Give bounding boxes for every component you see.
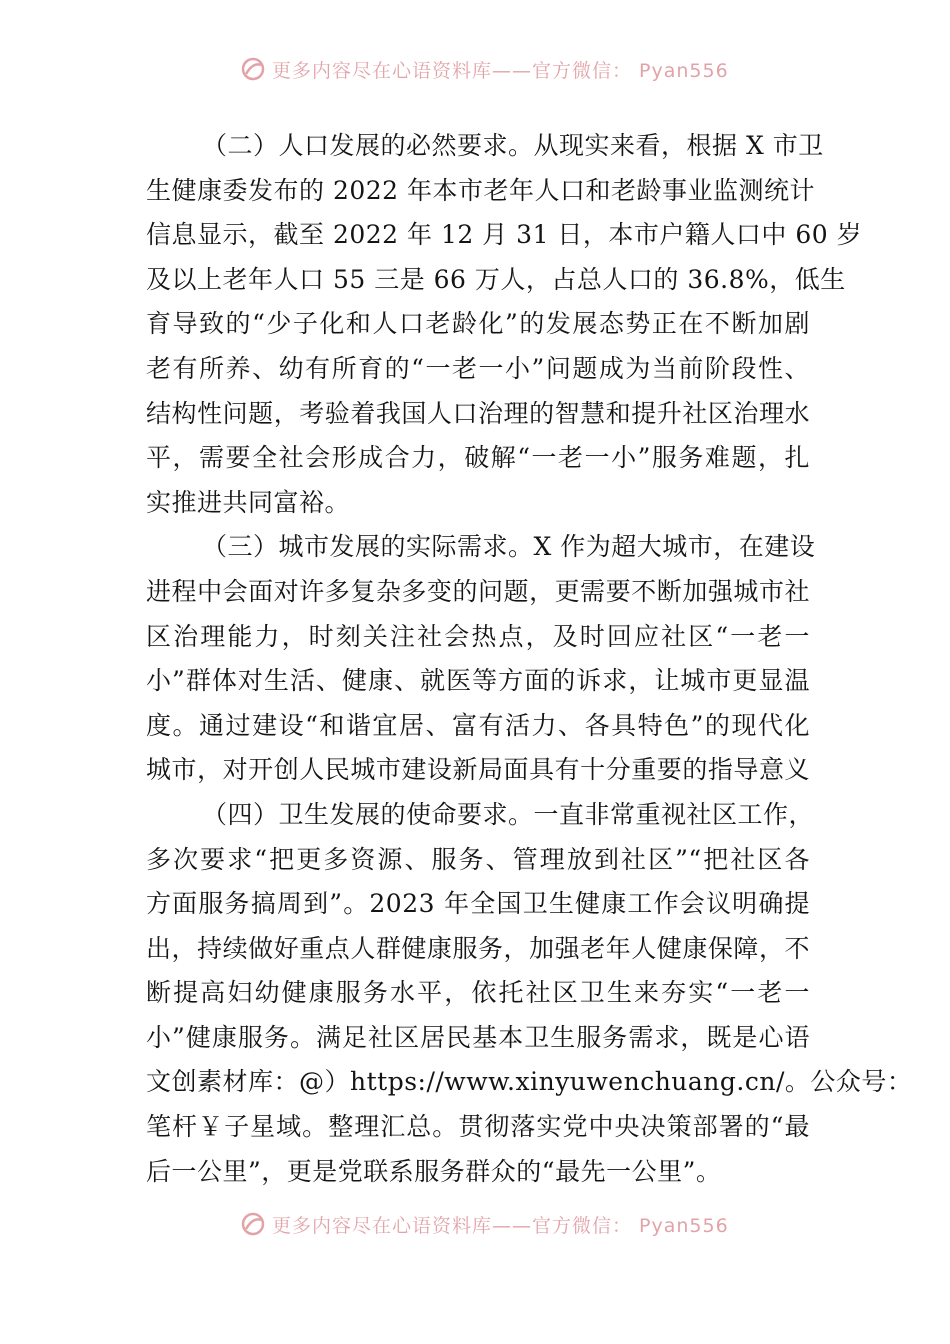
watermark-logo-icon xyxy=(240,56,266,82)
watermark-text: 更多内容尽在心语资料库——官方微信： Pyan556 xyxy=(272,59,729,82)
footer-watermark xyxy=(240,1207,760,1241)
watermark-logo-icon xyxy=(240,1211,266,1237)
text-line: 城市，对开创人民城市建设新局面具有十分重要的指导意义 xyxy=(146,755,810,785)
text-line: 小”健康服务。满足社区居民基本卫生服务需求，既是心语 xyxy=(146,1022,810,1052)
header-watermark xyxy=(240,52,760,86)
text-line: 信息显示，截至 2022 年 12 月 31 日，本市户籍人口中 60 岁 xyxy=(146,220,863,250)
text-line: （四）卫生发展的使命要求。一直非常重视社区工作， xyxy=(202,799,815,829)
paragraph-population xyxy=(146,124,863,525)
document-body xyxy=(146,124,913,1194)
paragraph-city xyxy=(146,525,816,793)
text-line: 进程中会面对许多复杂多变的问题，更需要不断加强城市社 xyxy=(146,576,810,606)
text-line: 区治理能力，时刻关注社会热点，及时回应社区“一老一 xyxy=(146,621,810,651)
text-line: 平，需要全社会形成合力，破解“一老一小”服务难题，扎 xyxy=(146,443,810,473)
text-line: （三）城市发展的实际需求。X 作为超大城市，在建设 xyxy=(202,532,816,562)
text-line: 笔杆￥子星域。整理汇总。贯彻落实党中央决策部署的“最 xyxy=(146,1112,810,1142)
text-line: 育导致的“少子化和人口老龄化”的发展态势正在不断加剧 xyxy=(146,309,810,339)
text-line: 及以上老年人口 55 三是 66 万人，占总人口的 36.8%，低生 xyxy=(146,264,846,294)
text-line: 断提高妇幼健康服务水平，依托社区卫生来夯实“一老一 xyxy=(146,978,810,1008)
text-line: 后一公里”，更是党联系服务群众的“最先一公里”。 xyxy=(146,1156,722,1186)
text-line: 度。通过建设“和谐宜居、富有活力、各具特色”的现代化 xyxy=(146,710,810,740)
text-line: 小”群体对生活、健康、就医等方面的诉求，让城市更显温 xyxy=(146,666,810,696)
text-line: 生健康委发布的 2022 年本市老年人口和老龄事业监测统计 xyxy=(146,175,816,205)
text-line: 老有所养、幼有所育的“一老一小”问题成为当前阶段性、 xyxy=(146,353,810,383)
text-line: 多次要求“把更多资源、服务、管理放到社区”“把社区各 xyxy=(146,844,810,874)
text-line: 出，持续做好重点人群健康服务，加强老年人健康保障，不 xyxy=(146,933,810,963)
text-line: 文创素材库：@）https://www.xinyuwenchuang.cn/。公众号： xyxy=(146,1067,913,1097)
text-line: 实推进共同富裕。 xyxy=(146,487,351,517)
text-line: 结构性问题，考验着我国人口治理的智慧和提升社区治理水 xyxy=(146,398,810,428)
watermark-text: 更多内容尽在心语资料库——官方微信： Pyan556 xyxy=(272,1214,729,1237)
text-line: （二）人口发展的必然要求。从现实来看，根据 X 市卫 xyxy=(202,131,824,160)
text-line: 方面服务搞周到”。2023 年全国卫生健康工作会议明确提 xyxy=(146,889,810,919)
paragraph-health xyxy=(146,793,913,1194)
